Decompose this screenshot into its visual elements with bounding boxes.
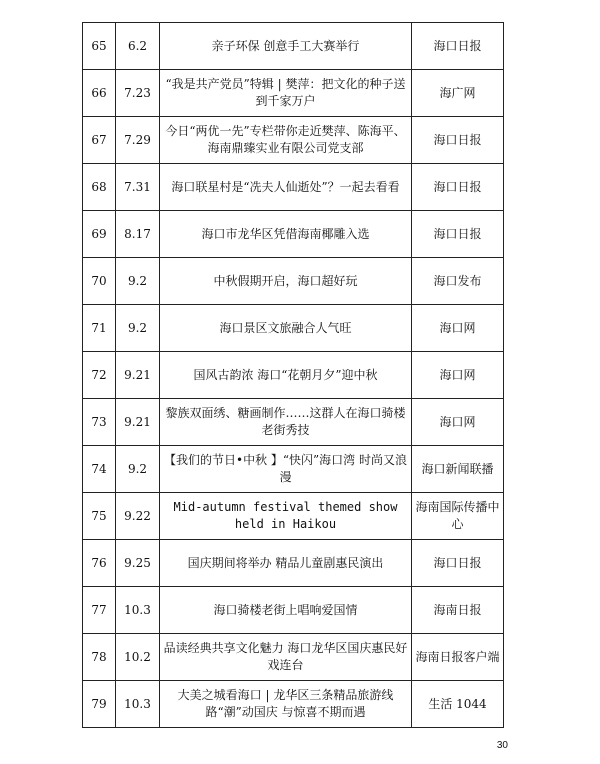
- row-date: 9.22: [116, 493, 160, 540]
- row-date: 7.23: [116, 70, 160, 117]
- row-date: 9.25: [116, 540, 160, 587]
- row-title: 今日“两优一先”专栏带你走近樊萍、陈海平、海南鼎臻实业有限公司党支部: [160, 117, 412, 164]
- row-date: 9.2: [116, 446, 160, 493]
- row-number: 65: [83, 23, 116, 70]
- news-report-table: [82, 22, 504, 728]
- row-number: 73: [83, 399, 116, 446]
- row-source: 海口日报: [412, 164, 504, 211]
- row-number: 71: [83, 305, 116, 352]
- row-date: 9.2: [116, 305, 160, 352]
- page-number: 30: [496, 740, 508, 751]
- row-date: 9.2: [116, 258, 160, 305]
- row-source: 海南国际传播中心: [412, 493, 504, 540]
- row-source: 海口日报: [412, 23, 504, 70]
- table-row: [83, 305, 504, 352]
- row-date: 10.3: [116, 681, 160, 728]
- row-date: 10.2: [116, 634, 160, 681]
- row-title: 海口景区文旅融合人气旺: [160, 305, 412, 352]
- row-date: 10.3: [116, 587, 160, 634]
- table-row: [83, 117, 504, 164]
- row-source: 海口网: [412, 399, 504, 446]
- row-number: 70: [83, 258, 116, 305]
- row-source: 海口发布: [412, 258, 504, 305]
- row-source: 生活 1044: [412, 681, 504, 728]
- row-date: 6.2: [116, 23, 160, 70]
- table-row: [83, 258, 504, 305]
- row-number: 79: [83, 681, 116, 728]
- table-row: [83, 211, 504, 258]
- row-number: 72: [83, 352, 116, 399]
- row-source: 海南日报客户端: [412, 634, 504, 681]
- row-title: 中秋假期开启，海口超好玩: [160, 258, 412, 305]
- row-source: 海口网: [412, 305, 504, 352]
- row-title: 【我们的节日•中秋 】“快闪”海口湾 时尚又浪漫: [160, 446, 412, 493]
- row-number: 66: [83, 70, 116, 117]
- row-title: 海口联星村是“冼夫人仙逝处”？一起去看看: [160, 164, 412, 211]
- row-number: 67: [83, 117, 116, 164]
- row-source: 海口日报: [412, 540, 504, 587]
- table-row: [83, 23, 504, 70]
- row-source: 海口日报: [412, 117, 504, 164]
- row-title: “我是共产党员”特辑 | 樊萍：把文化的种子送到千家万户: [160, 70, 412, 117]
- table-row: [83, 70, 504, 117]
- row-date: 7.31: [116, 164, 160, 211]
- row-number: 75: [83, 493, 116, 540]
- row-source: 海口新闻联播: [412, 446, 504, 493]
- table-row: [83, 634, 504, 681]
- row-source: 海南日报: [412, 587, 504, 634]
- row-number: 69: [83, 211, 116, 258]
- table-row: [83, 352, 504, 399]
- row-number: 76: [83, 540, 116, 587]
- table-row: [83, 399, 504, 446]
- row-number: 74: [83, 446, 116, 493]
- table-row: [83, 540, 504, 587]
- table-row: [83, 446, 504, 493]
- row-source: 海口日报: [412, 211, 504, 258]
- table-row: [83, 493, 504, 540]
- row-title: 海口市龙华区凭借海南椰雕入选: [160, 211, 412, 258]
- row-source: 海口网: [412, 352, 504, 399]
- row-date: 8.17: [116, 211, 160, 258]
- row-number: 68: [83, 164, 116, 211]
- table-row: [83, 164, 504, 211]
- row-title: 黎族双面绣、糖画制作……这群人在海口骑楼老街秀技: [160, 399, 412, 446]
- row-date: 9.21: [116, 352, 160, 399]
- row-title: 大美之城看海口 | 龙华区三条精品旅游线路“潮”动国庆 与惊喜不期而遇: [160, 681, 412, 728]
- row-source: 海广网: [412, 70, 504, 117]
- row-title: 国庆期间将举办 精品儿童剧惠民演出: [160, 540, 412, 587]
- row-title: 国风古韵浓 海口“花朝月夕”迎中秋: [160, 352, 412, 399]
- table-row: [83, 681, 504, 728]
- row-date: 9.21: [116, 399, 160, 446]
- row-date: 7.29: [116, 117, 160, 164]
- row-number: 77: [83, 587, 116, 634]
- row-number: 78: [83, 634, 116, 681]
- row-title: 品读经典共享文化魅力 海口龙华区国庆惠民好戏连台: [160, 634, 412, 681]
- row-title: Mid-autumn festival themed show held in Haikou: [160, 493, 412, 540]
- table-row: [83, 587, 504, 634]
- row-title: 亲子环保 创意手工大赛举行: [160, 23, 412, 70]
- row-title: 海口骑楼老街上唱响爱国情: [160, 587, 412, 634]
